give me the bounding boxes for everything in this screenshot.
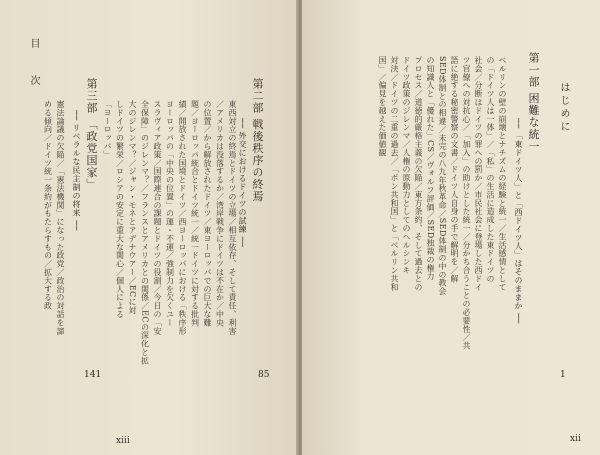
left-page bbox=[0, 0, 298, 455]
right-page bbox=[302, 0, 600, 455]
right-folio: xii bbox=[570, 434, 581, 444]
part3-subtitle: ── リベラルな民主制の将来 ── bbox=[72, 110, 81, 231]
toc-entry-line: 「ヨーロッパ」 bbox=[103, 100, 112, 159]
toc-entry-line: 東西対立の終焉とドイツの立場／相互依存、そして責任、利害 bbox=[228, 100, 237, 336]
toc-entry-line: プロセス／道徳的厳格主義の欠陥／東方条約、そして過去との bbox=[414, 56, 423, 292]
intro-heading: はじめに bbox=[558, 82, 569, 134]
toc-entry-line: 全保障」のジレンマ？／フランスとアメリカとの関係／ECの深化と拡 bbox=[140, 100, 150, 365]
toc-entry-line: スラヴィア政策／国際連合の課題とドイツの役割／今日の「安 bbox=[153, 100, 162, 336]
toc-entry-line: の位置／から解放されたドイツ／東ヨーロッパでの巨大な難 bbox=[203, 100, 212, 327]
toc-entry-line: ／アメリカは没落するか／湾岸戦争にドイツは不在か／中央 bbox=[215, 100, 225, 327]
left-folio: xiii bbox=[116, 436, 130, 446]
part3-page-number: 141 bbox=[84, 370, 102, 380]
part1-subtitle: ── 「東ドイツ人」と「西ドイツ人」はそのままか ── bbox=[514, 118, 523, 324]
toc-title: 目 次 bbox=[28, 38, 39, 98]
toc-entry-line: ベルリンの壁の崩壊とナチズムの経験と統一／生活感情として bbox=[498, 56, 507, 292]
part1-page-number: 1 bbox=[560, 370, 566, 380]
part1-title: 第一部 困難な統一 bbox=[527, 52, 540, 153]
toc-entry-line: める傾向／ドイツ統一条約がもたらすもの／拡大する政 bbox=[43, 100, 53, 310]
toc-entry-line: ツ官僚への対抗心／「加入」の助けとした統一／分かち合うことの必要性／共 bbox=[462, 56, 471, 350]
toc-entry-line: 題／ヨーロッパ統合とドイツ統一／統一ドイツに対する批判 bbox=[190, 100, 200, 327]
toc-entry-line: 語に絶する秘密警察の文書／ドイツ人自身の手で解明を／解 bbox=[450, 56, 459, 283]
toc-entry-line: の「ドイツ人は一体」／「私」の生活に造成した東ドイツの bbox=[486, 56, 495, 283]
part2-subtitle: ── 外交におけるドイツの試練 ── bbox=[238, 118, 247, 248]
part2-page-number: 85 bbox=[258, 370, 270, 380]
toc-entry-line: 憲法論議の欠陥／「憲法機関」になった政党／政治の対話を諦 bbox=[56, 100, 65, 336]
part3-title: 第三部 「政党国家」 bbox=[85, 78, 98, 191]
toc-entry-line: 績／開放された国境とドイツ／西ヨーロッパにおける「秩序形 bbox=[178, 100, 187, 336]
toc-entry-line: 国」／偏見を越えた価値観 bbox=[378, 56, 387, 157]
toc-entry-line: ドイツ政策のジレンマ／人権の原動力としてのヘルシンキ bbox=[402, 56, 411, 275]
toc-entry-line: ヨーロッパの「中央の位置」の運・不運／強制力を欠くユー bbox=[165, 100, 175, 327]
toc-entry-line: SED体制との相違／未完の八九年秋革命／SED体制の中の教会 bbox=[438, 56, 447, 296]
toc-entry-line: 大のジレンマ？／ジャン・モネとアデナウアー／ECに対 bbox=[128, 100, 137, 315]
toc-entry-line: の知識人と「優れた」CS／ヴォルフ評価／SED独裁の権力 bbox=[426, 56, 435, 281]
toc-entry-line: しドイツの繁栄／ロシアの安定に重大な関心／個人による bbox=[115, 100, 125, 319]
toc-entry-line: 社会／分断はドイツの罪への罰か／市民社会に登場した西ドイ bbox=[474, 56, 483, 292]
part2-title: 第二部 戦後秩序の終焉 bbox=[251, 78, 264, 203]
toc-entry-line: 対決／ドイツの二重の過去／「ボン共和国」と「ベルリン共和 bbox=[390, 56, 399, 292]
